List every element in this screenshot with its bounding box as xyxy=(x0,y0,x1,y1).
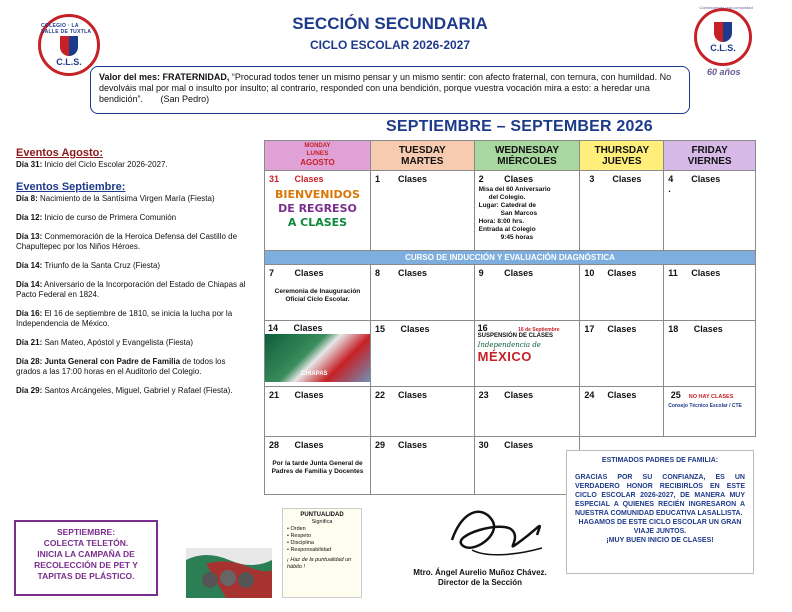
page-title: SECCIÓN SECUNDARIA xyxy=(292,14,488,33)
mass-note: Misa del 60 Aniversario del Colegio. Lugar: Catedral de San Marcos Hora: 8:00 hrs. Entrada al Colegio 9:45 horas xyxy=(478,186,551,241)
punctuality-item: • Responsabilidad xyxy=(287,547,332,553)
day-cell: 31 Clases BIENVENIDOS DE REGRESO A CLASES xyxy=(265,171,371,251)
day-cell: 24 Clases xyxy=(580,387,664,437)
logo-initials: C.L.S. xyxy=(710,43,736,53)
calendar-week xyxy=(265,171,756,251)
day-cell: 9 Clases xyxy=(474,265,580,321)
event-item: Día 28: Junta General con Padre de Familia de todos los grados a las 17:00 horas en el Auditorio del Colegio. xyxy=(16,357,226,376)
director-name: Mtro. Ángel Aurelio Muñoz Chávez. xyxy=(413,568,547,577)
no-classes-note: NO HAY CLASES xyxy=(688,394,734,400)
day-cell: 8 Clases xyxy=(370,265,474,321)
day-cell: 3 Clases xyxy=(580,171,664,251)
day-cell: 29 Clases xyxy=(370,437,474,495)
value-label: Valor del mes: FRATERNIDAD, xyxy=(99,72,230,82)
anniversary-logo-right xyxy=(694,5,753,77)
mexico-flag-heroes-image xyxy=(186,530,272,598)
colecta-line: COLECTA TELETÓN. xyxy=(43,538,129,548)
day-cell: 16 16 de Septiembre SUSPENSIÓN DE CLASES Independencia de MÉXICO xyxy=(474,321,580,387)
event-item: Día 31: Inicio del Ciclo Escolar 2026-2027. xyxy=(16,160,168,169)
parents-message-body: GRACIAS POR SU CONFIANZA, ES UN VERDADERO HONOR RECIBIRLOS EN ESTE CICLO ESCOLAR 2026-2027, DE MANERA MUY ESPECIAL A QUIENES RECIÉN INGRESARON A NUESTRA COMUNIDAD EDUCATIVA LASALLISTA. xyxy=(575,474,745,517)
day-cell: 21 Clases xyxy=(265,387,371,437)
parents-message-head: ESTIMADOS PADRES DE FAMILIA: xyxy=(601,457,719,464)
chiapas-flag-image: CHIAPAS xyxy=(265,334,370,382)
value-text: “Procurad todos tener un mismo pensar y un mismo sentir: con afecto fraternal, con ternura, con humildad. No devolváis mal por mal o insulto por insulto; al contrario, responded con una bendición, porque vuestra vocación mira a esto: a heredar una bendición”. xyxy=(99,72,672,104)
parents-meeting-note: Por la tarde Junta General de Padres de Familia y Docentes xyxy=(271,460,364,475)
logo-ring-text: COLEGIO · LA SALLE DE TUXTLA xyxy=(41,23,92,35)
day-cell: 4 Clases . xyxy=(664,171,756,251)
ceremony-note: Ceremonia de Inauguración Oficial Ciclo Escolar. xyxy=(274,288,361,303)
colecta-line: SEPTIEMBRE: xyxy=(56,527,116,537)
colecta-line: INICIA LA CAMPAÑA DE RECOLECCIÓN DE PET Y TAPITAS DE PLÁSTICO. xyxy=(34,549,138,581)
day-cell: 14 Clases CHIAPAS xyxy=(265,321,371,387)
punctuality-title: PUNTUALIDAD xyxy=(300,512,344,518)
director-title: Director de la Sección xyxy=(437,578,523,587)
punctuality-item: • Orden xyxy=(287,526,306,532)
colecta-box xyxy=(14,520,158,596)
header-thursday: THURSDAY JUEVES xyxy=(580,141,664,171)
header-friday: FRIDAY VIERNES xyxy=(664,141,756,171)
event-item: Día 21: San Mateo, Apóstol y Evangelista (Fiesta) xyxy=(16,338,193,347)
director-credit xyxy=(400,568,560,588)
punctuality-footer: ¡ Haz de la puntualidad un hábito ! xyxy=(287,557,352,570)
day-cell: 30 Clases xyxy=(474,437,580,495)
day-cell: 10 Clases xyxy=(580,265,664,321)
events-list xyxy=(16,148,248,405)
logo-initials: C.L.S. xyxy=(56,57,82,67)
punctuality-item: • Disciplina xyxy=(287,540,314,546)
induction-banner: CURSO DE INDUCCIÓN Y EVALUACIÓN DIAGNÓSTICA xyxy=(265,251,756,265)
calendar-week xyxy=(265,387,756,437)
punctuality-poster xyxy=(282,508,362,598)
parents-message-box xyxy=(566,450,754,574)
day-cell: 22 Clases xyxy=(370,387,474,437)
punctuality-subtitle: Significa xyxy=(311,519,333,525)
value-of-month-box xyxy=(90,66,690,114)
suspension-note: SUSPENSIÓN DE CLASES xyxy=(477,333,553,339)
event-item: Día 13: Conmemoración de la Heroica Defensa del Castillo de Chapultepec por los Niños Héroes. xyxy=(16,232,238,251)
day-cell: 2 Clases Misa del 60 Aniversario del Colegio. Lugar: Catedral de San Marcos Hora: 8:00 hrs. Entrada al Colegio 9:45 horas xyxy=(474,171,580,251)
events-september-title: Eventos Septiembre: xyxy=(16,181,126,193)
events-august-title: Eventos Agosto: xyxy=(16,147,103,159)
event-item: Día 12: Inicio de curso de Primera Comunión xyxy=(16,213,177,222)
calendar-week xyxy=(265,321,756,387)
shield-icon xyxy=(60,36,78,56)
cte-logo: Consejo Técnico Escolar / CTE xyxy=(668,403,742,409)
header-monday: MONDAY LUNES AGOSTO xyxy=(265,141,371,171)
day-cell: 28 Clases Por la tarde Junta General de Padres de Familia y Docentes xyxy=(265,437,371,495)
calendar-header-row xyxy=(265,141,756,171)
event-item: Día 14: Triunfo de la Santa Cruz (Fiesta) xyxy=(16,261,161,270)
logo-ring-text: Construyendo una comunidad xyxy=(699,5,753,10)
day-cell: 25 NO HAY CLASES Consejo Técnico Escolar / CTE xyxy=(664,387,756,437)
parents-message-line: HAGAMOS DE ESTE CICLO ESCOLAR UN GRAN VIAJE JUNTOS. xyxy=(578,519,742,535)
calendar-month-title: SEPTIEMBRE – SEPTEMBER 2026 xyxy=(386,118,653,135)
school-logo-left xyxy=(38,14,100,76)
punctuality-item: • Respeto xyxy=(287,533,311,539)
day-cell: 15 Clases xyxy=(370,321,474,387)
event-item: Día 8: Nacimiento de la Santísima Virgen María (Fiesta) xyxy=(16,194,215,203)
parents-message-line: ¡MUY BUEN INICIO DE CLASES! xyxy=(606,537,714,544)
value-cite: (San Pedro) xyxy=(160,94,210,104)
header-tuesday: TUESDAY MARTES xyxy=(370,141,474,171)
shield-icon xyxy=(714,22,732,42)
page-subtitle: CICLO ESCOLAR 2026-2027 xyxy=(309,38,471,52)
day-cell: 7 Clases Ceremonia de Inauguración Oficial Ciclo Escolar. xyxy=(265,265,371,321)
day-cell: 23 Clases xyxy=(474,387,580,437)
director-signature xyxy=(442,500,552,562)
day-cell: 18 Clases xyxy=(664,321,756,387)
induction-banner-row xyxy=(265,251,756,265)
mexico-independence-image: Independencia de MÉXICO xyxy=(478,341,577,375)
event-item: Día 14: Aniversario de la Incorporación del Estado de Chiapas al Pacto Federal en 1824. xyxy=(16,280,246,299)
day-cell: 17 Clases xyxy=(580,321,664,387)
welcome-back-image: BIENVENIDOS DE REGRESO A CLASES xyxy=(275,188,360,229)
anniversary-years: 60 años xyxy=(707,67,741,77)
calendar-week xyxy=(265,265,756,321)
day-cell: 11 Clases xyxy=(664,265,756,321)
calendar-table xyxy=(264,140,756,495)
event-item: Día 16: El 16 de septiembre de 1810, se inicia la lucha por la Independencia de México. xyxy=(16,309,233,328)
day-cell: 1 Clases xyxy=(370,171,474,251)
header-wednesday: WEDNESDAY MIÉRCOLES xyxy=(474,141,580,171)
event-item: Día 29: Santos Arcángeles, Miguel, Gabriel y Rafael (Fiesta). xyxy=(16,386,233,395)
